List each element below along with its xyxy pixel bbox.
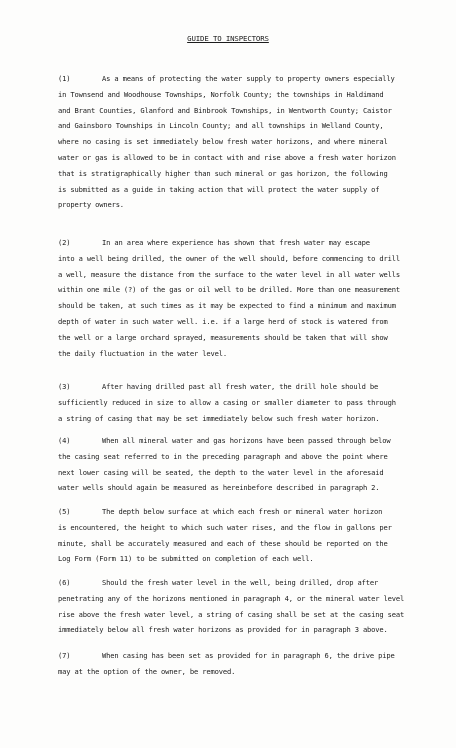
paragraph-first-line [58,379,420,395]
paragraph-line: Log Form (Form 11) to be submitted on completion of each well. [58,554,314,564]
paragraph-number: (6) [58,578,71,587]
paragraph-line: where no casing is set immediately below fresh water horizons, and where mineral [58,137,388,147]
document-title: GUIDE TO INSPECTORS [187,34,269,43]
paragraph-line: that is stratigraphically higher than such mineral or gas horizon, the following [58,168,388,178]
paragraph-3 [58,379,420,426]
paragraph-number: (7) [58,651,71,660]
paragraph-first-line [58,504,420,520]
paragraph-line: the daily fluctuation in the water level. [58,348,227,358]
paragraph-line: the casing seat referred to in the preceding paragraph and above the point where [58,451,388,461]
paragraph-number: (1) [58,74,71,83]
paragraph-line: a well, measure the distance from the surface to the water level in all water wells [58,269,401,279]
paragraph-first-line [58,648,420,664]
paragraph-first-line [58,235,420,251]
paragraph-line: and Gainsboro Townships in Lincoln County; and all townships in Welland County, [58,121,384,131]
paragraph-line: In an area where experience has shown that fresh water may escape [102,238,370,247]
paragraph-line: Should the fresh water level in the well, being drilled, drop after [102,578,379,587]
paragraph-first-line [58,71,420,87]
paragraph-line: may at the option of the owner, be removed. [58,666,236,676]
paragraph-first-line [58,433,420,449]
paragraph-number: (4) [58,436,71,445]
paragraph-line: the well or a large orchard sprayed, measurements should be taken that will show [58,332,388,342]
paragraph-line: When all mineral water and gas horizons have been passed through below [102,436,391,445]
paragraph-line: The depth below surface at which each fresh or mineral water horizon [102,507,383,516]
paragraph-line: depth of water in such water well. i.e. if a large herd of stock is watered from [58,316,388,326]
paragraph-line: sufficiently reduced in size to allow a casing or smaller diameter to pass through [58,397,396,407]
paragraph-line: rise above the fresh water level, a string of casing shall be set at the casing seat [58,609,405,619]
paragraph-line: is submitted as a guide in taking action that will protect the water supply of [58,184,380,194]
paragraph-4 [58,433,420,496]
paragraph-line: and Brant Counties, Glanford and Binbrook Townships, in Wentworth County; Caistor [58,105,392,115]
paragraph-5 [58,504,420,567]
paragraph-line: a string of casing that may be set immediately below such fresh water horizon. [58,413,380,423]
paragraph-line: penetrating any of the horizons mentioned in paragraph 4, or the mineral water level [58,593,405,603]
paragraph-7 [58,648,420,680]
paragraph-line: should be taken, at such times as it may be expected to find a minimum and maximum [58,301,396,311]
paragraph-first-line [58,575,420,591]
paragraph-line: in Townsend and Woodhouse Townships, Norfolk County; the townships in Haldimand [58,89,384,99]
paragraph-number: (2) [58,238,71,247]
paragraph-line: into a well being drilled, the owner of the well should, before commencing to drill [58,253,401,263]
paragraph-6 [58,575,420,638]
paragraph-line: After having drilled past all fresh water, the drill hole should be [102,382,379,391]
paragraph-line: is encountered, the height to which such water rises, and the flow in gallons per [58,522,392,532]
paragraph-line: water or gas is allowed to be in contact with and rise above a fresh water horizon [58,152,396,162]
paragraph-line: property owners. [58,200,124,210]
paragraph-number: (5) [58,507,71,516]
paragraph-line: water wells should again be measured as hereinbefore described in paragraph 2. [58,483,380,493]
paragraph-line: within one mile (?) of the gas or oil well to be drilled. More than one measurement [58,285,401,295]
paragraph-2 [58,235,420,361]
paragraph-number: (3) [58,382,71,391]
paragraph-line: When casing has been set as provided for in paragraph 6, the drive pipe [102,651,395,660]
paragraph-1 [58,71,420,213]
paragraph-line: As a means of protecting the water supply to property owners especially [102,74,395,83]
paragraph-line: immediately below all fresh water horizons as provided for in paragraph 3 above. [58,625,388,635]
paragraph-line: minute, shall be accurately measured and each of these should be reported on the [58,538,388,548]
paragraph-line: next lower casing will be seated, the depth to the water level in the aforesaid [58,467,384,477]
